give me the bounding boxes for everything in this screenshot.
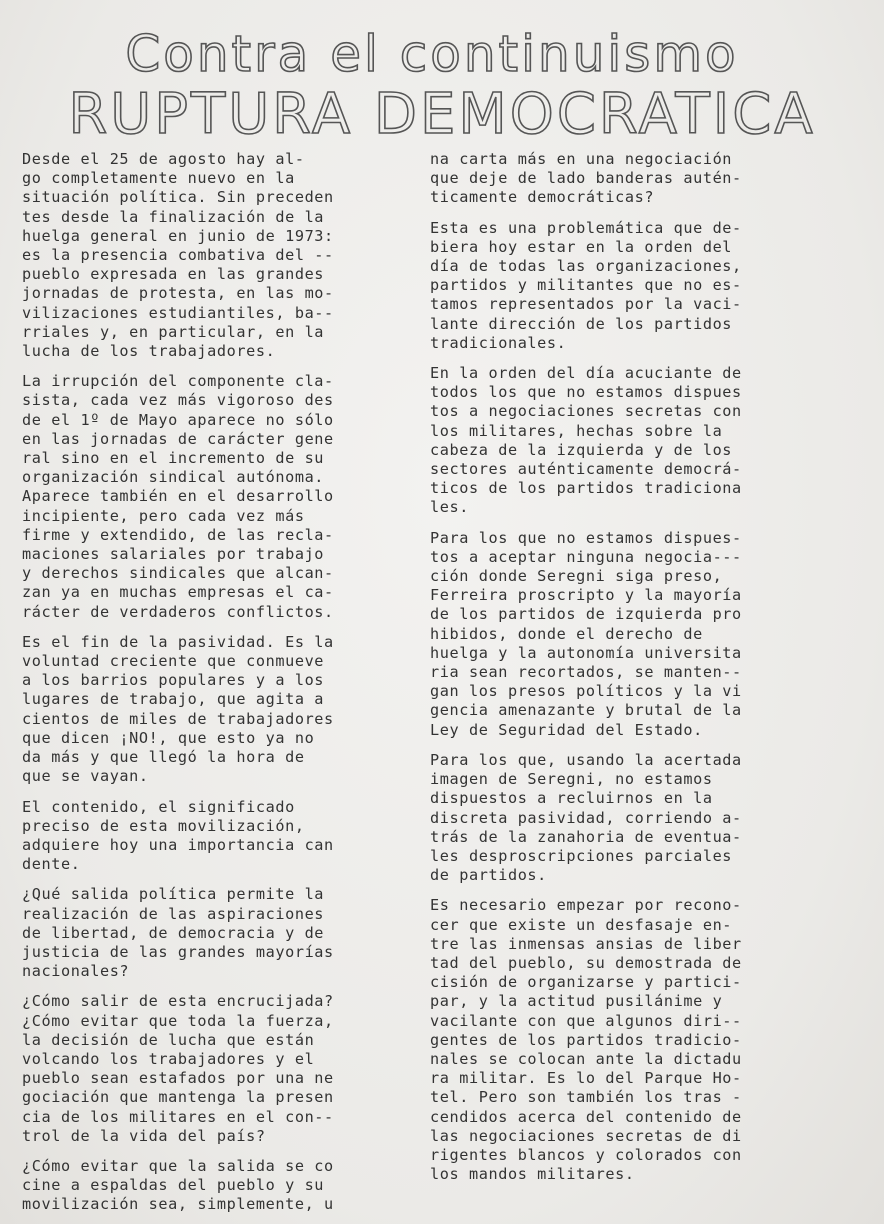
paragraph: Es necesario empezar por recono- cer que existe un desfasaje en- tre las inmensas ansias de liber tad del pueblo, su demostrada de cisión de organizarse y partici- par, y la actitud pusilánime y vacilante con que algunos diri-- gentes de los partidos tradicio- nales se colocan ante la dictadu ra militar. Es lo del Parque Ho- tel. Pero son también los tras - cendidos acerca del contenido de las negociaciones secretas de di rigentes blancos y colorados con los mandos militares. (430, 896, 742, 1184)
paragraph: Para los que no estamos dispues- tos a aceptar ninguna negocia--- ción donde Seregni siga preso, Ferreira proscripto y la mayoría de los partidos de izquierda pro hibidos, donde el derecho de huelga y la autonomía universita ria sean recortados, se manten-- gan los presos políticos y la vi gencia amenazante y brutal de la Ley de Seguridad del Estado. (430, 528, 742, 739)
masthead (0, 24, 884, 146)
left-column (22, 150, 400, 1224)
paragraph: ¿Cómo evitar que la salida se co cine a espaldas del pueblo y su movilización sea, simplemente, u (22, 1156, 334, 1214)
paragraph: La irrupción del componente cla- sista, cada vez más vigoroso des de el 1º de Mayo aparece no sólo en las jornadas de carácter gene ral sino en el incremento de su organización sindical autónoma. Aparece también en el desarrollo incipiente, pero cada vez más firme y extendido, de las recla- maciones salariales por trabajo y derechos sindicales que alcan- zan ya en muchas empresas el ca- rácter de verdaderos conflictos. (22, 372, 334, 621)
paragraph: ¿Cómo salir de esta encrucijada? ¿Cómo evitar que toda la fuerza, la decisión de lucha que están volcando los trabajadores y el pueblo sean estafados por una ne gociación que mantenga la presen cia de los militares en el con-- trol de la vida del país? (22, 992, 334, 1145)
paragraph: Es el fin de la pasividad. Es la voluntad creciente que conmueve a los barrios populares y a los lugares de trabajo, que agita a cientos de miles de trabajadores que dicen ¡NO!, que esto ya no da más y que llegó la hora de que se vayan. (22, 632, 334, 786)
paragraph: En la orden del día acuciante de todos los que no estamos dispues tos a negociaciones secretas con los militares, hechas sobre la cabeza de la izquierda y de los sectores auténticamente democrá- ticos de los partidos tradiciona les. (430, 364, 742, 517)
headline-title: RUPTURA DEMOCRATICA (68, 82, 816, 147)
paragraph: Esta es una problemática que de- biera hoy estar en la orden del día de todas las organizaciones, partidos y militantes que no es- tamos representados por la vaci- lante dirección de los partidos tradicionales. (430, 218, 742, 352)
paragraph: El contenido, el significado preciso de esta movilización, adquiere hoy una importancia can dente. (22, 797, 334, 874)
paragraph: ¿Qué salida política permite la realización de las aspiraciones de libertad, de democracia y de justicia de las grandes mayorías nacionales? (22, 885, 334, 981)
right-column (430, 150, 810, 1195)
paragraph: Desde el 25 de agosto hay al- go completamente nuevo en la situación política. Sin preceden tes desde la finalización de la huelga general en junio de 1973: es la presencia combativa del -- pueblo expresada en las grandes jornadas de protesta, en las mo- vilizaciones estudiantiles, ba-- rriales y, en particular, en la lucha de los trabajadores. (22, 150, 334, 361)
paragraph: na carta más en una negociación que deje de lado banderas autén- ticamente democráticas? (430, 150, 742, 207)
headline-subtitle: Contra el continuismo (125, 25, 739, 83)
paragraph: Para los que, usando la acertada imagen de Seregni, no estamos dispuestos a recluirnos en la discreta pasividad, corriendo a- trás de la zanahoria de eventua- les desproscripciones parciales de partidos. (430, 750, 742, 885)
